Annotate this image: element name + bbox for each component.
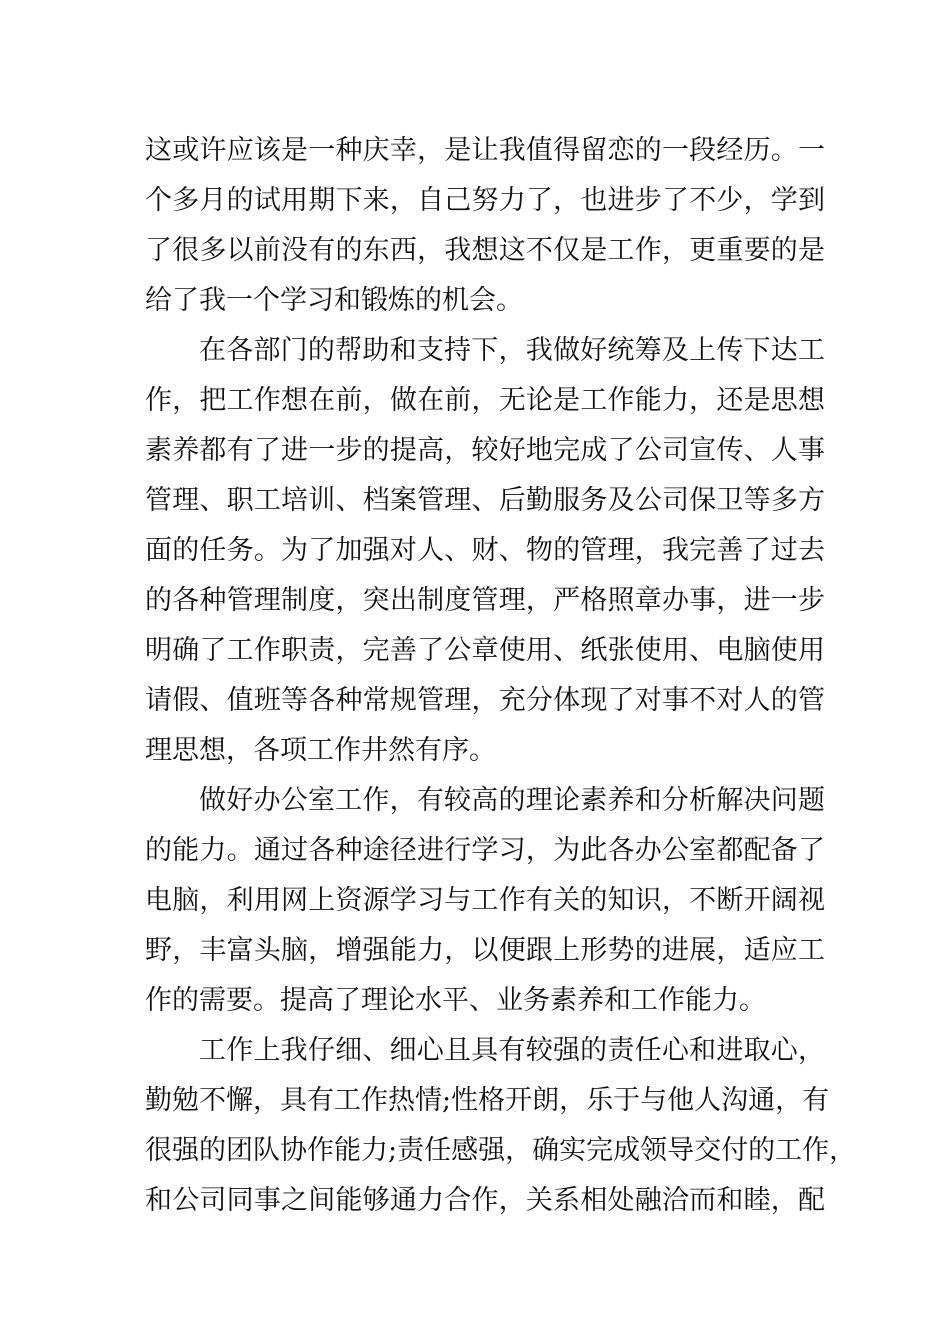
paragraph-3-line-2: 的能力。通过各种途径进行学习，为此各办公室都配备了: [145, 835, 825, 866]
paragraph-4-line-3: 很强的团队协作能力;责任感强，确实完成领导交付的工作，: [145, 1135, 857, 1166]
paragraph-2-line-2: 作，把工作想在前，做在前，无论是工作能力，还是思想: [145, 385, 825, 416]
paragraph-3-line-5: 作的需要。提高了理论水平、业务素养和工作能力。: [145, 985, 766, 1016]
paragraph-1-line-1: 这或许应该是一种庆幸，是让我值得留恋的一段经历。一: [145, 135, 825, 166]
paragraph-2-line-4: 管理、职工培训、档案管理、后勤服务及公司保卫等多方: [145, 485, 825, 516]
paragraph-1-line-2: 个多月的试用期下来，自己努力了，也进步了不少，学到: [145, 185, 825, 216]
paragraph-1-line-4: 给了我一个学习和锻炼的机会。: [145, 285, 523, 316]
paragraph-3-line-4: 野，丰富头脑，增强能力，以便跟上形势的进展，适应工: [145, 935, 825, 966]
paragraph-2-line-9: 理思想，各项工作井然有序。: [145, 735, 496, 766]
paragraph-2-line-5: 面的任务。为了加强对人、财、物的管理，我完善了过去: [145, 535, 825, 566]
paragraph-2-line-6: 的各种管理制度，突出制度管理，严格照章办事，进一步: [145, 585, 825, 616]
paragraph-2-line-3: 素养都有了进一步的提高，较好地完成了公司宣传、人事: [145, 435, 825, 466]
document-body: [145, 126, 857, 1226]
paragraph-2-line-8: 请假、值班等各种常规管理，充分体现了对事不对人的管: [145, 685, 825, 716]
paragraph-3-line-1: 做好办公室工作，有较高的理论素养和分析解决问题: [199, 785, 825, 816]
paragraph-2-line-1: 在各部门的帮助和支持下，我做好统筹及上传下达工: [199, 335, 825, 366]
paragraph-2-line-7: 明确了工作职责，完善了公章使用、纸张使用、电脑使用: [145, 635, 825, 666]
paragraph-3-line-3: 电脑，利用网上资源学习与工作有关的知识，不断开阔视: [145, 885, 825, 916]
paragraph-1-line-3: 了很多以前没有的东西，我想这不仅是工作，更重要的是: [145, 235, 825, 266]
paragraph-4-line-1: 工作上我仔细、细心且具有较强的责任心和进取心，: [199, 1035, 825, 1066]
paragraph-4-line-2: 勤勉不懈，具有工作热情;性格开朗，乐于与他人沟通，有: [145, 1085, 830, 1116]
paragraph-4-line-4: 和公司同事之间能够通力合作，关系相处融洽而和睦，配: [145, 1185, 825, 1216]
